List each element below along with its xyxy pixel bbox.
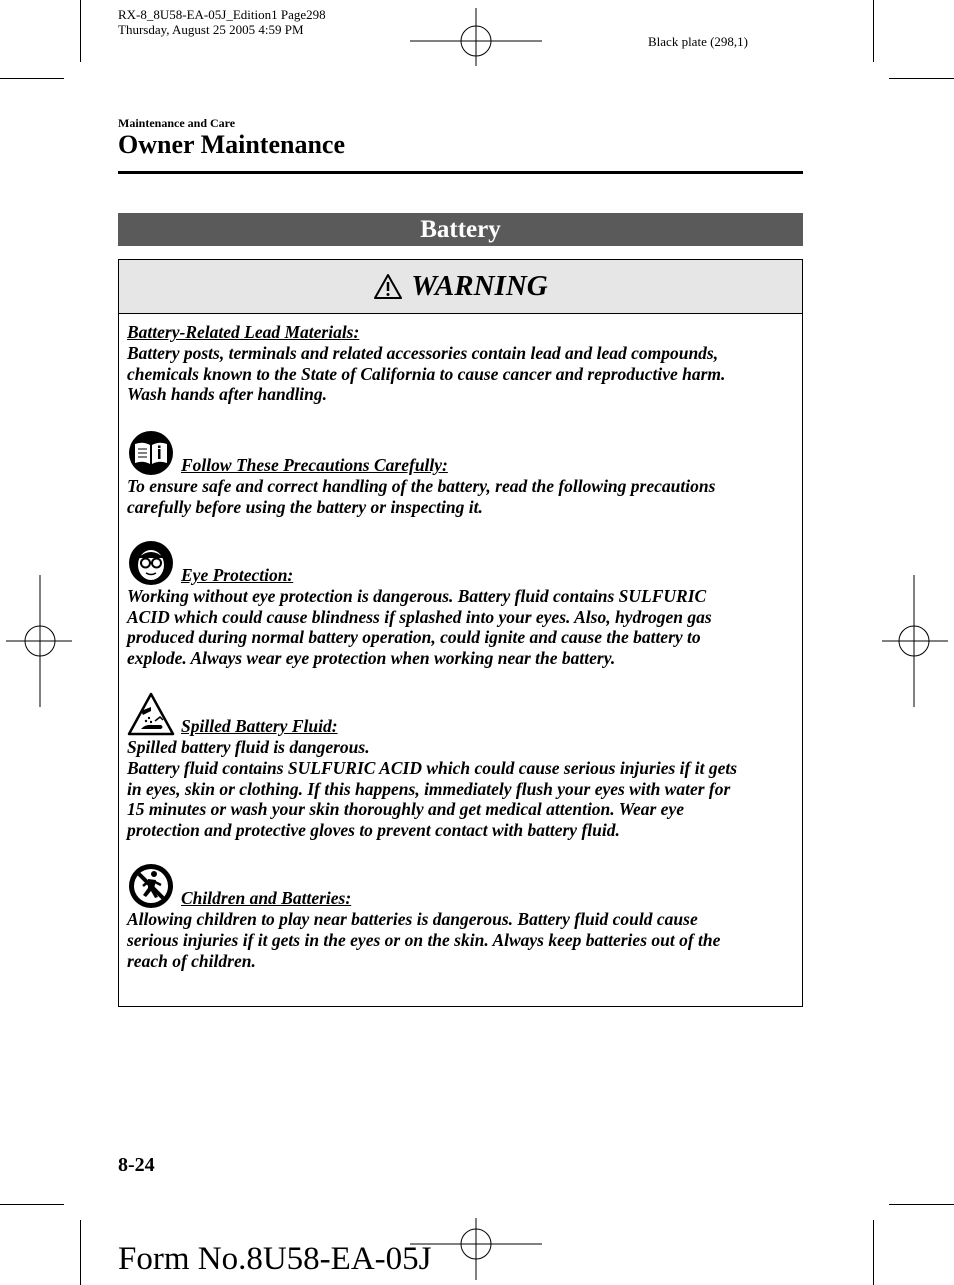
crop-mark	[873, 1220, 874, 1285]
subsection-title: Battery	[118, 213, 803, 246]
page-title: Owner Maintenance	[118, 130, 345, 159]
warning-item	[127, 430, 792, 518]
warning-header	[119, 260, 802, 314]
item-line: serious injuries if it gets in the eyes or on the skin. Always keep batteries out of the	[127, 929, 721, 950]
item-heading: Children and Batteries:	[181, 888, 352, 909]
eye-protection-icon	[127, 540, 175, 586]
print-job-file: RX-8_8U58-EA-05J_Edition1 Page298	[118, 7, 326, 22]
registration-mark-right	[874, 575, 954, 707]
registration-mark-left	[0, 575, 80, 707]
warning-item	[127, 322, 792, 405]
warning-item	[127, 691, 792, 841]
item-line: Battery fluid contains SULFURIC ACID which could cause serious injuries if it gets	[127, 757, 738, 778]
item-line: 15 minutes or wash your skin thoroughly and get medical attention. Wear eye	[127, 799, 684, 820]
acid-hazard-icon	[127, 691, 175, 737]
item-line: Battery posts, terminals and related accessories contain lead and lead compounds,	[127, 342, 719, 363]
title-rule	[118, 171, 803, 174]
print-job-date: Thursday, August 25 2005 4:59 PM	[118, 22, 304, 37]
warning-triangle-icon	[373, 273, 403, 300]
crop-mark	[889, 1204, 954, 1205]
section-label: Maintenance and Care	[118, 116, 236, 130]
no-children-icon	[127, 863, 175, 909]
warning-box	[118, 259, 803, 1007]
warning-item	[127, 863, 792, 971]
crop-mark	[873, 0, 874, 62]
item-line: chemicals known to the State of California to cause cancer and reproductive harm.	[127, 363, 726, 384]
item-line: produced during normal battery operation, could ignite and cause the battery to	[127, 627, 701, 648]
item-heading: Follow These Precautions Carefully:	[181, 455, 448, 476]
registration-mark-top	[410, 0, 542, 72]
form-number: Form No.8U58-EA-05J	[118, 1241, 432, 1277]
item-line: reach of children.	[127, 950, 256, 971]
item-line: Wash hands after handling.	[127, 384, 328, 405]
item-line: protection and protective gloves to prevent contact with battery fluid.	[127, 820, 620, 841]
item-line: To ensure safe and correct handling of the battery, read the following precautions	[127, 476, 716, 497]
plate-info: Black plate (298,1)	[648, 34, 748, 49]
warning-item	[127, 540, 792, 669]
item-heading: Battery-Related Lead Materials:	[127, 322, 360, 342]
page-number: 8-24	[118, 1154, 155, 1176]
item-heading: Spilled Battery Fluid:	[181, 716, 338, 737]
item-line: Spilled battery fluid is dangerous.	[127, 736, 370, 757]
crop-mark	[80, 1220, 81, 1285]
print-job-info	[118, 7, 326, 37]
warning-body	[127, 322, 792, 971]
item-line: carefully before using the battery or inspecting it.	[127, 496, 483, 517]
item-heading: Eye Protection:	[181, 564, 294, 585]
crop-mark	[0, 1204, 64, 1205]
item-line: Allowing children to play near batteries is dangerous. Battery fluid could cause	[127, 908, 698, 929]
manual-book-icon	[127, 430, 175, 476]
warning-title: WARNING	[411, 270, 548, 302]
crop-mark	[889, 78, 954, 79]
crop-mark	[0, 78, 64, 79]
item-line: Working without eye protection is dangerous. Battery fluid contains SULFURIC	[127, 585, 707, 606]
item-line: ACID which could cause blindness if splashed into your eyes. Also, hydrogen gas	[127, 606, 712, 627]
item-line: explode. Always wear eye protection when working near the battery.	[127, 648, 616, 669]
crop-mark	[80, 0, 81, 62]
item-line: in eyes, skin or clothing. If this happens, immediately flush your eyes with water for	[127, 778, 731, 799]
